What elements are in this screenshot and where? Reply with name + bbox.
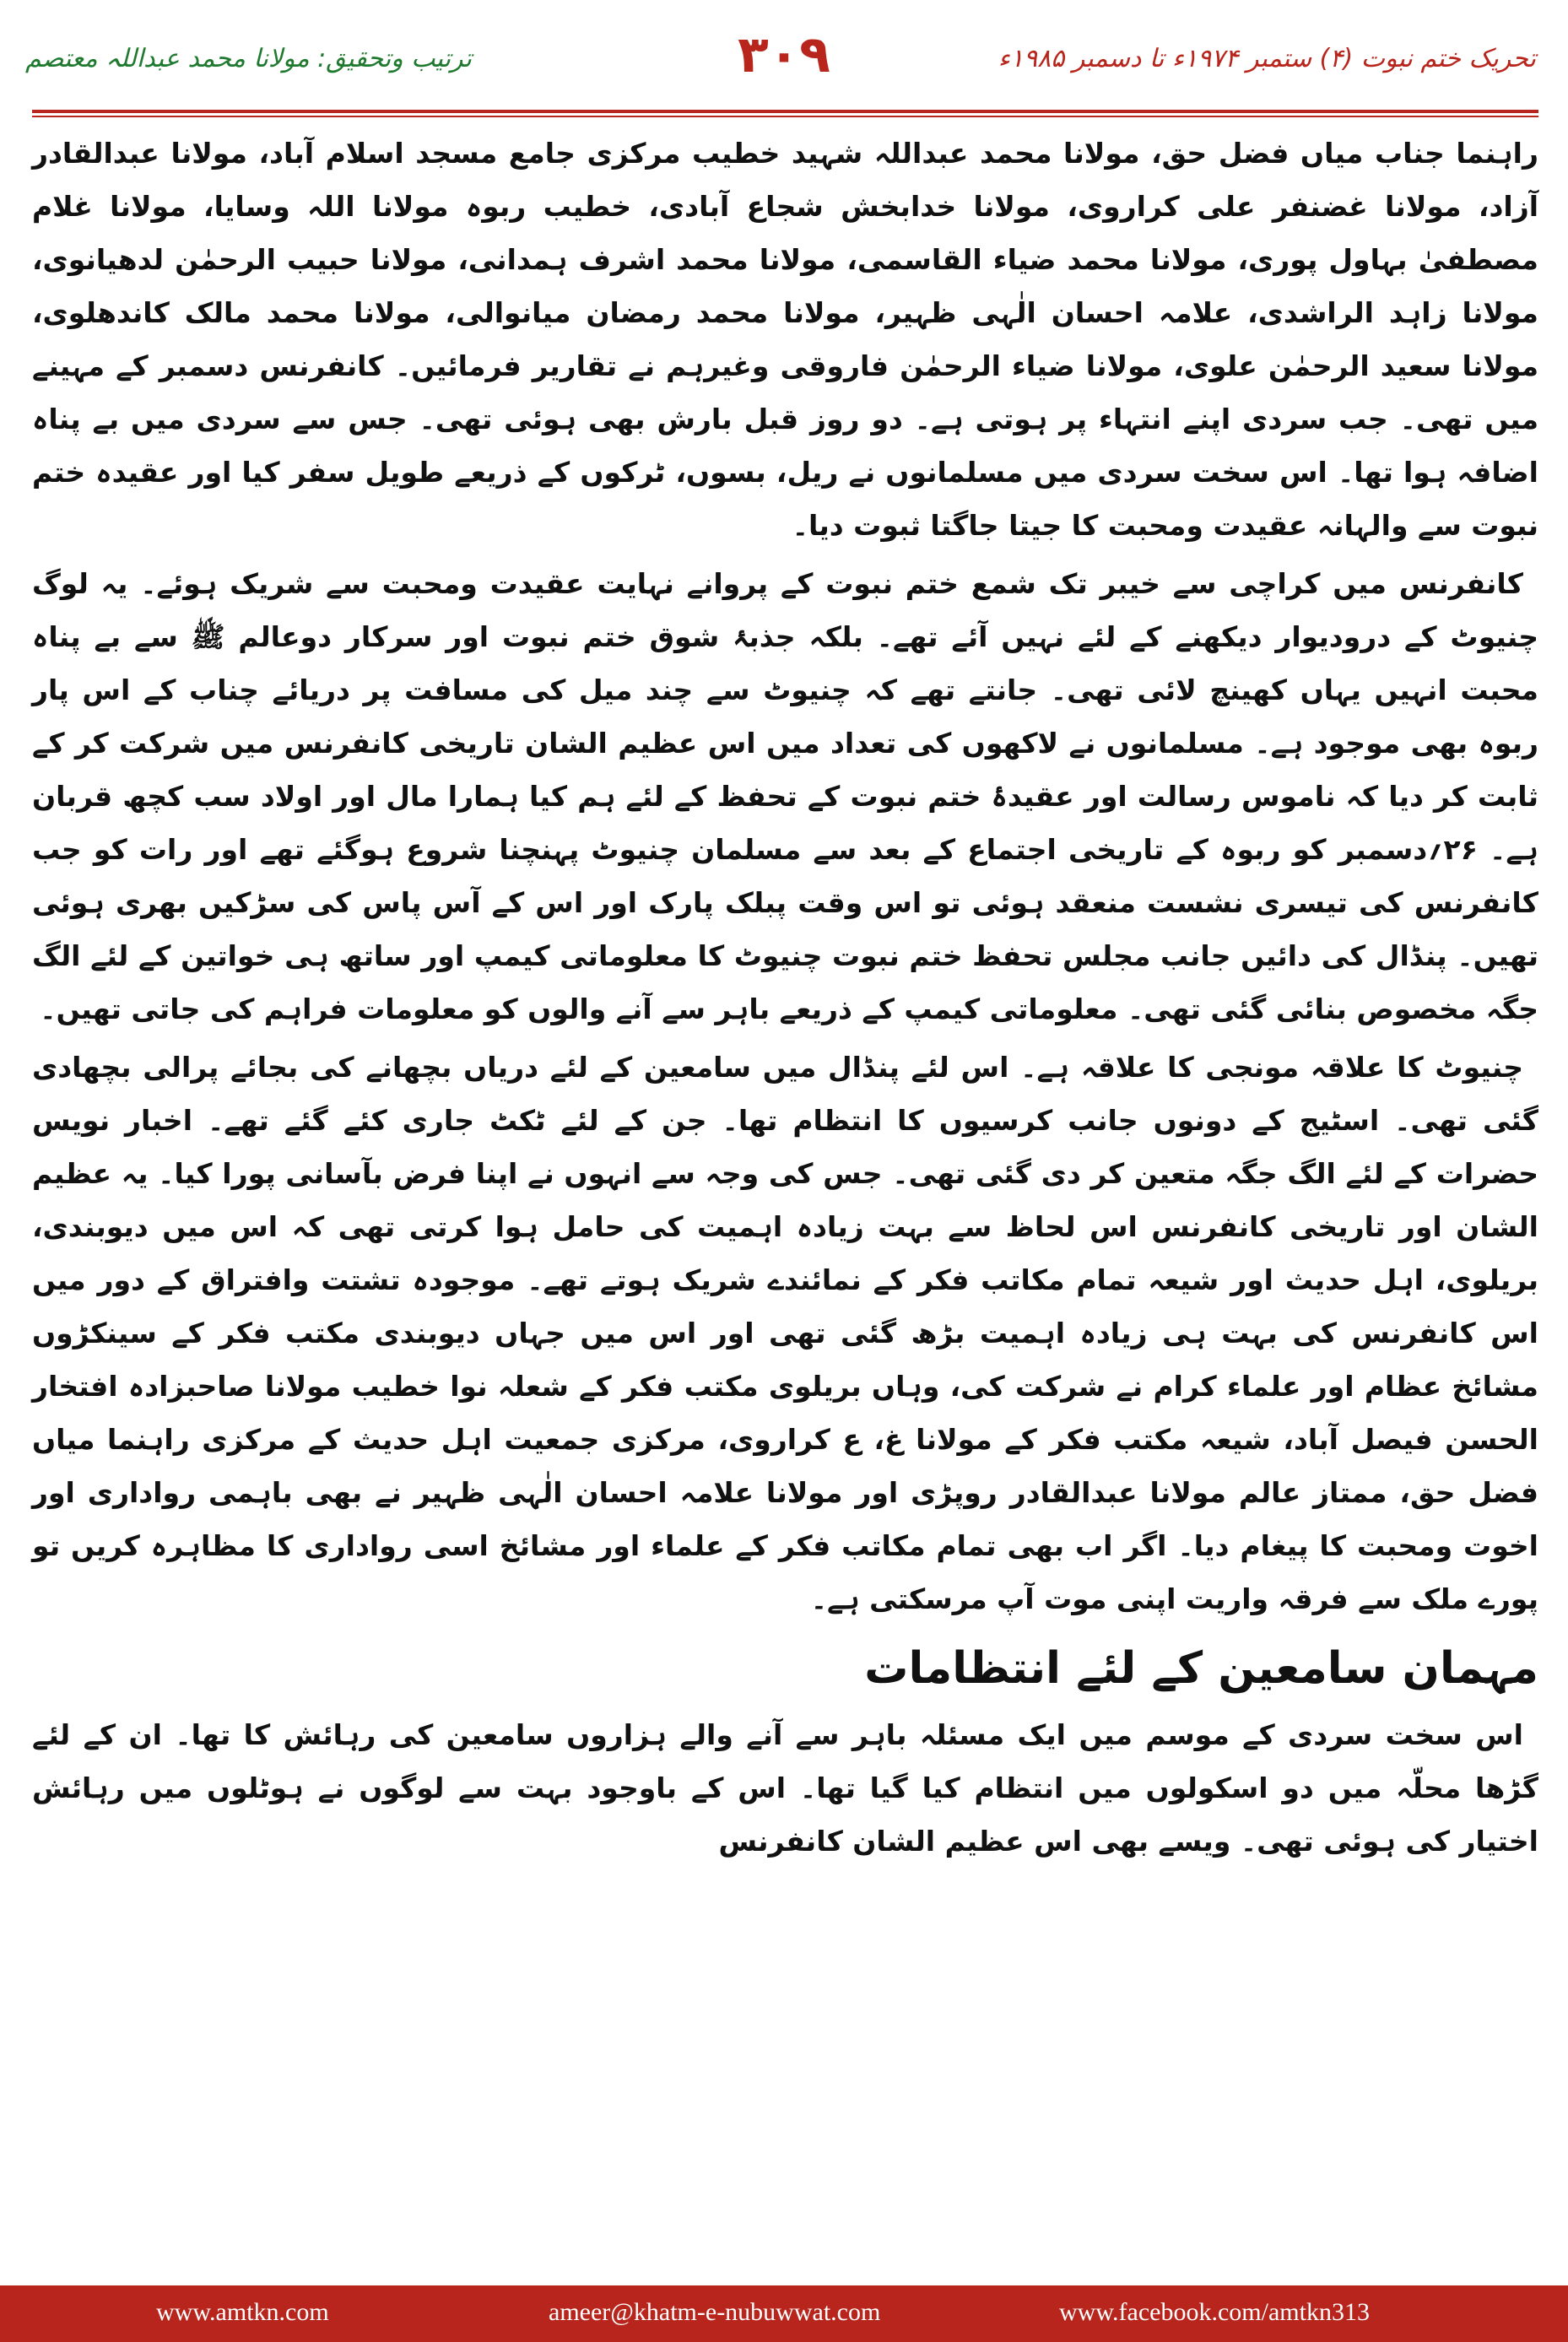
website-link[interactable]: www.amtkn.com [156, 2298, 329, 2326]
email-link[interactable]: ameer@khatm-e-nubuwwat.com [549, 2298, 881, 2326]
page-header [0, 17, 1568, 110]
paragraph-arrangements: چنیوٹ کا علاقہ مونجی کا علاقہ ہے۔ اس لئے پنڈال میں سامعین کے لئے دریاں بچھانے کی بجائے پرالی بچھادی گئی تھی۔ اسٹیج کے دونوں جانب کرسیوں کا انتظام تھا۔ جن کے لئے ٹکٹ جاری کئے گئے تھے۔ اخبار نویس حضرات کے لئے الگ جگہ متعین کر دی گئی تھی۔ جس کی وجہ سے انہوں نے اپنا فرض بآسانی پورا کیا۔ یہ عظیم الشان اور تاریخی کانفرنس اس لحاظ سے بہت زیادہ اہمیت کی حامل ہوا کرتی تھی کہ اس میں دیوبندی، بریلوی، اہل حدیث اور شیعہ تمام مکاتب فکر کے نمائندے شریک ہوتے تھے۔ موجودہ تشتت وافتراق کے دور میں اس کانفرنس کی بہت ہی زیادہ اہمیت بڑھ گئی تھی اور اس میں جہاں دیوبندی مکتب فکر کے سینکڑوں مشائخ عظام اور علماء کرام نے شرکت کی، وہاں بریلوی مکتب فکر کے شعلہ نوا خطیب مولانا صاحبزادہ افتخار الحسن فیصل آباد، شیعہ مکتب فکر کے مولانا غ، ع کراروی، مرکزی جمعیت اہل حدیث کے مرکزی راہنما میاں فضل حق، ممتاز عالم مولانا عبدالقادر روپڑی اور مولانا علامہ احسان الٰہی ظہیر نے بھی باہمی رواداری اور اخوت ومحبت کا پیغام دیا۔ اگر اب بھی تمام مکاتب فکر کے علماء اور مشائخ اسی رواداری کا مظاہرہ کریں تو پورے ملک سے فرقہ واریت اپنی موت آپ مرسکتی ہے۔ [32, 1051, 1538, 1615]
compiler-credit: ترتیب وتحقیق: مولانا محمد عبداللہ معتصم [25, 44, 472, 73]
page-number: ۳۰۹ [738, 25, 830, 84]
page-body [32, 127, 1538, 2287]
header-rule [32, 110, 1538, 113]
section-heading: مہمان سامعین کے لئے انتظامات [864, 1643, 1538, 1694]
page-footer [0, 2285, 1568, 2342]
facebook-link[interactable]: www.facebook.com/amtkn313 [1059, 2298, 1370, 2326]
paragraph-accommodation: اس سخت سردی کے موسم میں ایک مسئلہ باہر سے آنے والے ہزاروں سامعین کی رہائش کا تھا۔ ان کے لئے گڑھا محلّہ میں دو اسکولوں میں انتظام کیا گیا تھا۔ اس کے باوجود بہت سے لوگوں نے ہوٹلوں میں رہائش اختیار کی ہوئی تھی۔ ویسے بھی اس عظیم الشان کانفرنس [32, 1718, 1538, 1858]
paragraph-speakers: راہنما جناب میاں فضل حق، مولانا محمد عبداللہ شہید خطیب مرکزی جامع مسجد اسلام آباد، مولانا عبدالقادر آزاد، مولانا غضنفر علی کراروی، مولانا خدابخش شجاع آبادی، خطیب ربوہ مولانا اللہ وسایا، مولانا غلام مصطفیٰ بہاول پوری، مولانا محمد ضیاء القاسمی، مولانا محمد اشرف ہمدانی، مولانا حبیب الرحمٰن لدھیانوی، مولانا زاہد الراشدی، علامہ احسان الٰہی ظہیر، مولانا محمد رمضان میانوالی، مولانا محمد مالک کاندھلوی، مولانا سعید الرحمٰن علوی، مولانا ضیاء الرحمٰن فاروقی وغیرہم نے تقاریر فرمائیں۔ کانفرنس دسمبر کے مہینے میں تھی۔ جب سردی اپنے انتہاء پر ہوتی ہے۔ دو روز قبل بارش بھی ہوئی تھی۔ جس سے سردی میں بے پناہ اضافہ ہوا تھا۔ اس سخت سردی میں مسلمانوں نے ریل، بسوں، ٹرکوں کے ذریعے طویل سفر کیا اور عقیدہ ختم نبوت سے والہانہ عقیدت ومحبت کا جیتا جاگتا ثبوت دیا۔ [32, 137, 1538, 542]
paragraph-attendance: کانفرنس میں کراچی سے خیبر تک شمع ختم نبوت کے پروانے نہایت عقیدت ومحبت سے شریک ہوئے۔ یہ لوگ چنیوٹ کے درودیوار دیکھنے کے لئے نہیں آئے تھے۔ بلکہ جذبۂ شوق ختم نبوت اور سرکار دوعالم ﷺ سے بے پناہ محبت انہیں یہاں کھینچ لائی تھی۔ جانتے تھے کہ چنیوٹ سے چند میل کی مسافت پر دریائے چناب کے اس پار ربوہ بھی موجود ہے۔ مسلمانوں نے لاکھوں کی تعداد میں اس عظیم الشان تاریخی کانفرنس میں شرکت کر کے ثابت کر دیا کہ ناموس رسالت اور عقیدۂ ختم نبوت کے تحفظ کے لئے ہم کیا ہمارا مال اور اولاد سب کچھ قربان ہے۔ ۲۶؍دسمبر کو ربوہ کے تاریخی اجتماع کے بعد سے مسلمان چنیوٹ پہنچنا شروع ہوگئے تھے اور رات کو جب کانفرنس کی تیسری نشست منعقد ہوئی تو اس وقت پبلک پارک اور اس کے آس پاس کی سڑکیں بھری ہوئی تھیں۔ پنڈال کی دائیں جانب مجلس تحفظ ختم نبوت چنیوٹ کا معلوماتی کیمپ اور ساتھ ہی خواتین کے لئے الگ جگہ مخصوص بنائی گئی تھی۔ معلوماتی کیمپ کے ذریعے باہر سے آنے والوں کو معلومات فراہم کی جاتی تھیں۔ [32, 567, 1538, 1025]
header-rule-thin [32, 116, 1538, 117]
book-title: تحریک ختم نبوت (۴) ستمبر ۱۹۷۴ء تا دسمبر ۱۹۸۵ء [998, 44, 1536, 73]
